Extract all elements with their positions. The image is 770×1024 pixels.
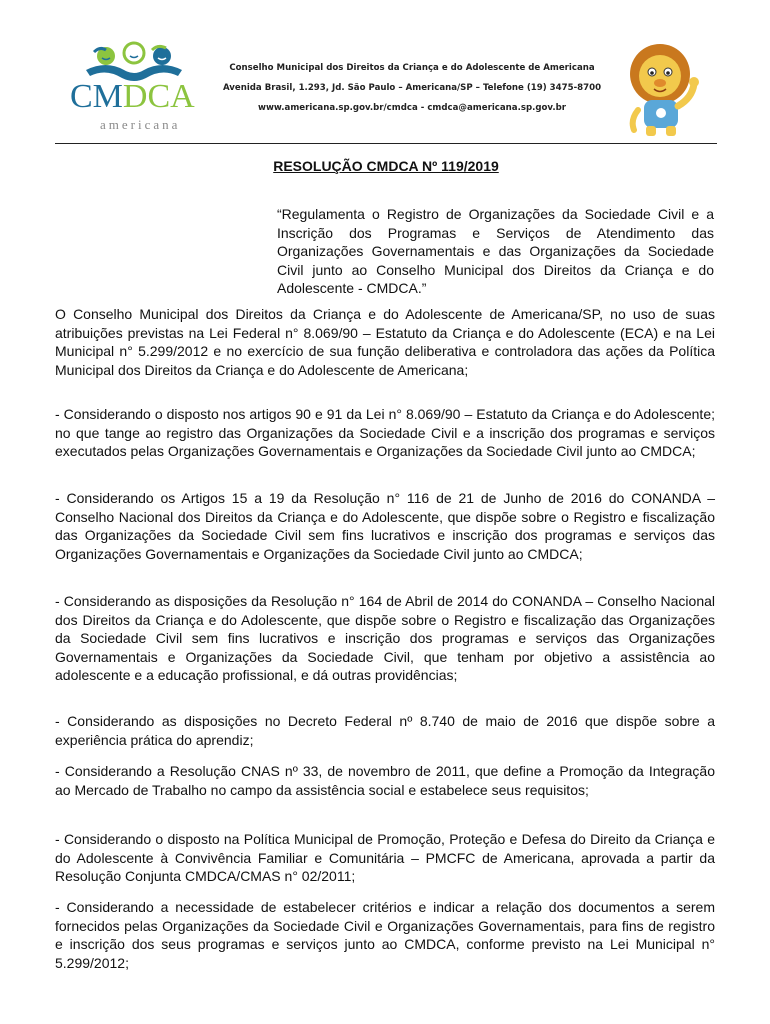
letterhead-org-name: Conselho Municipal dos Direitos da Criança e do Adolescente de Americana: [229, 63, 595, 73]
logo-wordmark: CMDCA: [70, 78, 195, 115]
whereas-paragraph: - Considerando o disposto na Política Municipal de Promoção, Proteção e Defesa do Direito da Criança e do Adolescente à Convivência Familiar e Comunitária – PMCFC de Americana, aprovada a partir da Resolução Conjunta CMDCA/CMAS n° 02/2011;: [55, 831, 715, 884]
letterhead-contact: www.americana.sp.gov.br/cmdca - cmdca@americana.sp.gov.br: [258, 103, 566, 113]
letterhead-address: Avenida Brasil, 1.293, Jd. São Paulo – Americana/SP – Telefone (19) 3475-8700: [222, 83, 602, 93]
whereas-paragraph: - Considerando a necessidade de estabelecer critérios e indicar a relação dos documentos a serem fornecidos pelas Organizações da Sociedade Civil e Organizações Governamentais, para fins de registro e inscrição dos seus programas e serviços junto ao CMDCA, conforme previsto na Lei Municipal n° 5.299/2012;: [55, 899, 715, 971]
whereas-paragraph: - Considerando os Artigos 15 a 19 da Resolução n° 116 de 21 de Junho de 2016 do CONANDA – Conselho Nacional dos Direitos da Criança e do Adolescente, que dispõe sobre o Registro e fiscalização das Organizações da Sociedade Civil sem fins lucrativos e inscrição dos programas e serviços das Organizações Governamentais e Organizações da Sociedade Civil junto ao CMDCA;: [55, 490, 715, 562]
header-divider: [55, 143, 717, 144]
whereas-paragraph: - Considerando o disposto nos artigos 90 e 91 da Lei n° 8.069/90 – Estatuto da Criança e do Adolescente; no que tange ao registro das Organizações da Sociedade Civil e a inscrição dos programas e serviços executados pelas Organizações Governamentais e Organizações da Sociedade Civil junto ao CMDCA;: [55, 406, 715, 459]
resolution-title: RESOLUÇÃO CMDCA Nº 119/2019: [273, 158, 499, 174]
preamble-paragraph: O Conselho Municipal dos Direitos da Criança e do Adolescente de Americana/SP, no uso de suas atribuições previstas na Lei Federal n° 8.069/90 – Estatuto da Criança e do Adolescente (ECA) e na Lei Municipal n° 5.299/2012 e no exercício de sua função deliberativa e controladora das ações da Política Municipal dos Direitos da Criança e do Adolescente de Americana;: [55, 306, 715, 378]
letterhead: [222, 58, 602, 118]
resolution-summary: “Regulamenta o Registro de Organizações da Sociedade Civil e a Inscrição dos Programas e Serviços de Atendimento das Organizações Governamentais e das Organizações da Sociedade Civil junto ao Conselho Municipal dos Direitos da Criança e do Adolescente - CMDCA.”: [277, 206, 714, 296]
whereas-paragraph: - Considerando a Resolução CNAS nº 33, de novembro de 2011, que define a Promoção da Integração ao Mercado de Trabalho no campo da assistência social e estabelece seus requisitos;: [55, 763, 715, 798]
lion-mascot-icon: [620, 40, 712, 140]
logo-subtitle: americana: [100, 117, 181, 132]
whereas-paragraph: - Considerando as disposições da Resolução n° 164 de Abril de 2014 do CONANDA – Conselho Nacional dos Direitos da Criança e do Adolescente, que dispõe sobre o Registro e fiscalização das Organizações da Sociedade Civil sem fins lucrativos e inscrição dos programas e serviços das Organizações Governamentais e Organizações da Sociedade Civil, que tenham por objetivo a assistência ao adolescente e a educação profissional, e dá outras providências;: [55, 593, 715, 683]
whereas-paragraph: - Considerando as disposições no Decreto Federal nº 8.740 de maio de 2016 que dispõe sobre a experiência prática do aprendiz;: [55, 713, 715, 748]
